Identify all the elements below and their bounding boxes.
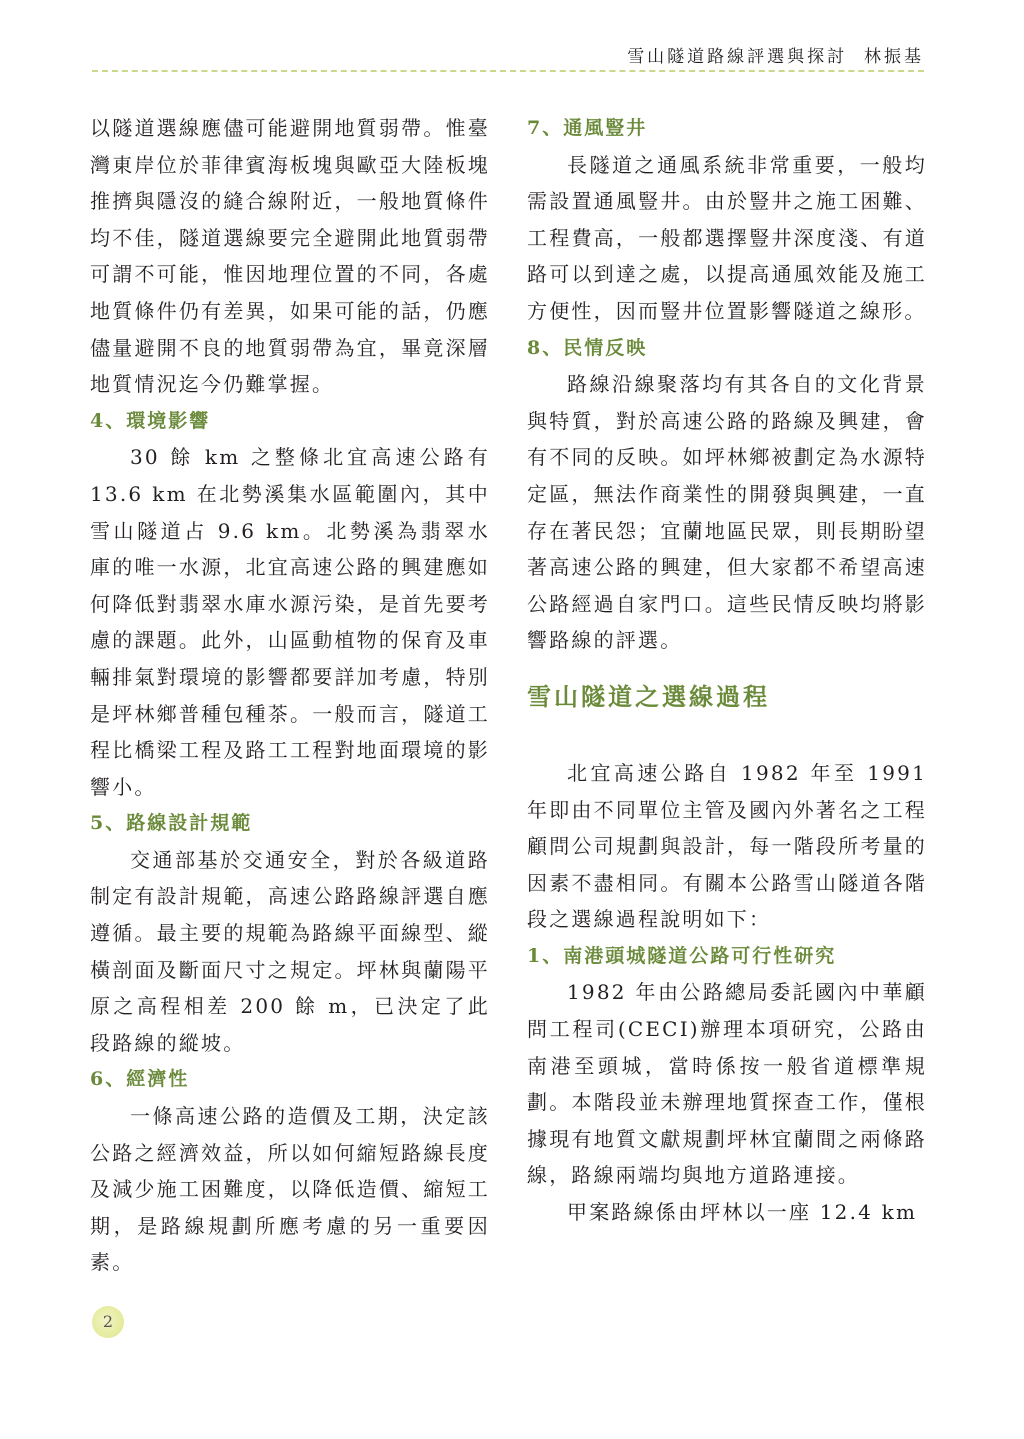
header-divider — [92, 70, 924, 72]
paragraph-public-opinion: 路線沿線聚落均有其各自的文化背景與特質，對於高速公路的路線及興建，會有不同的反映。如坪林鄉被劃定為水源特定區，無法作商業性的開發與興建，一直存在著民怨；宜蘭地區民眾，則長期盼望著高速公路的興建，但大家都不希望高速公路經過自家門口。這些民情反映均將影響路線的評選。 — [527, 372, 927, 653]
paragraph-route-intro: 北宜高速公路自 1982 年至 1991 年即由不同單位主管及國內外著名之工程顧問公司規劃與設計，每一階段所考量的因素不盡相同。有關本公路雪山隧道各階段之選線過程說明如下： — [527, 760, 927, 932]
paragraph-ventilation-shaft: 長隧道之通風系統非常重要，一般均需設置通風豎井。由於豎井之施工困難、工程費高，一般都選擇豎井深度淺、有道路可以到達之處，以提高通風效能及施工方便性，因而豎井位置影響隧道之線形。 — [527, 152, 927, 323]
paragraph-feasibility-study: 1982 年由公路總局委託國內中華顧問工程司(CECI)辦理本項研究，公路由南港至頭城，當時係按一般省道標準規劃。本階段並未辦理地質探查工作，僅根據現有地質文獻規劃坪林宜蘭間之兩條路線，路線兩端均與地方道路連接。 — [527, 980, 927, 1188]
right-column — [527, 110, 927, 1231]
paragraph-geology-cont: 以隧道選線應儘可能避開地質弱帶。惟臺灣東岸位於菲律賓海板塊與歐亞大陸板塊推擠與隱沒的縫合線附近，一般地質條件均不佳，隧道選線要完全避開此地質弱帶可謂不可能，惟因地理位置的不同，各處地質條件仍有差異，如果可能的話，仍應儘量避開不良的地質弱帶為宜，畢竟深層地質情況迄今仍難掌握。 — [90, 116, 490, 397]
section-title: 雪山隧道之選線過程 — [527, 681, 770, 711]
paragraph-environment: 30 餘 km 之整條北宜高速公路有 13.6 km 在北勢溪集水區範圍內，其中雪山隧道占 9.6 km。北勢溪為翡翠水庫的唯一水源，北宜高速公路的興建應如何降低對翡翠水庫水源污染，是首先要考慮的課題。此外，山區動植物的保育及車輛排氣對環境的影響都要詳加考慮，特別是坪林鄉普種包種茶。一般而言，隧道工程比橋梁工程及路工工程對地面環境的影響小。 — [90, 445, 490, 799]
running-header — [90, 42, 924, 67]
paragraph-economy: 一條高速公路的造價及工期，決定該公路之經濟效益，所以如何縮短路線長度及減少施工困難度，以降低造價、縮短工期，是路線規劃所應考慮的另一重要因素。 — [90, 1104, 490, 1275]
heading-public-opinion: 8、民情反映 — [527, 336, 648, 359]
paragraph-design-code: 交通部基於交通安全，對於各級道路制定有設計規範，高速公路路線評選自應遵循。最主要的規範為路線平面線型、縱橫剖面及斷面尺寸之規定。坪林與蘭陽平原之高程相差 200 餘 m，已決定了此段路線的縱坡。 — [90, 847, 490, 1055]
header-author: 林振基 — [864, 47, 924, 67]
paragraph-route-a: 甲案路線係由坪林以一座 12.4 km — [567, 1200, 918, 1225]
heading-feasibility-study: 1、南港頭城隧道公路可行性研究 — [527, 944, 837, 967]
heading-economy: 6、經濟性 — [90, 1068, 190, 1091]
header-title: 雪山隧道路線評選與探討 — [627, 47, 848, 67]
heading-ventilation-shaft: 7、通風豎井 — [527, 117, 648, 139]
heading-design-code: 5、路線設計規範 — [90, 812, 253, 835]
left-column — [90, 110, 490, 1281]
page-number: 2 — [92, 1306, 124, 1338]
heading-environment: 4、環境影響 — [90, 409, 211, 432]
